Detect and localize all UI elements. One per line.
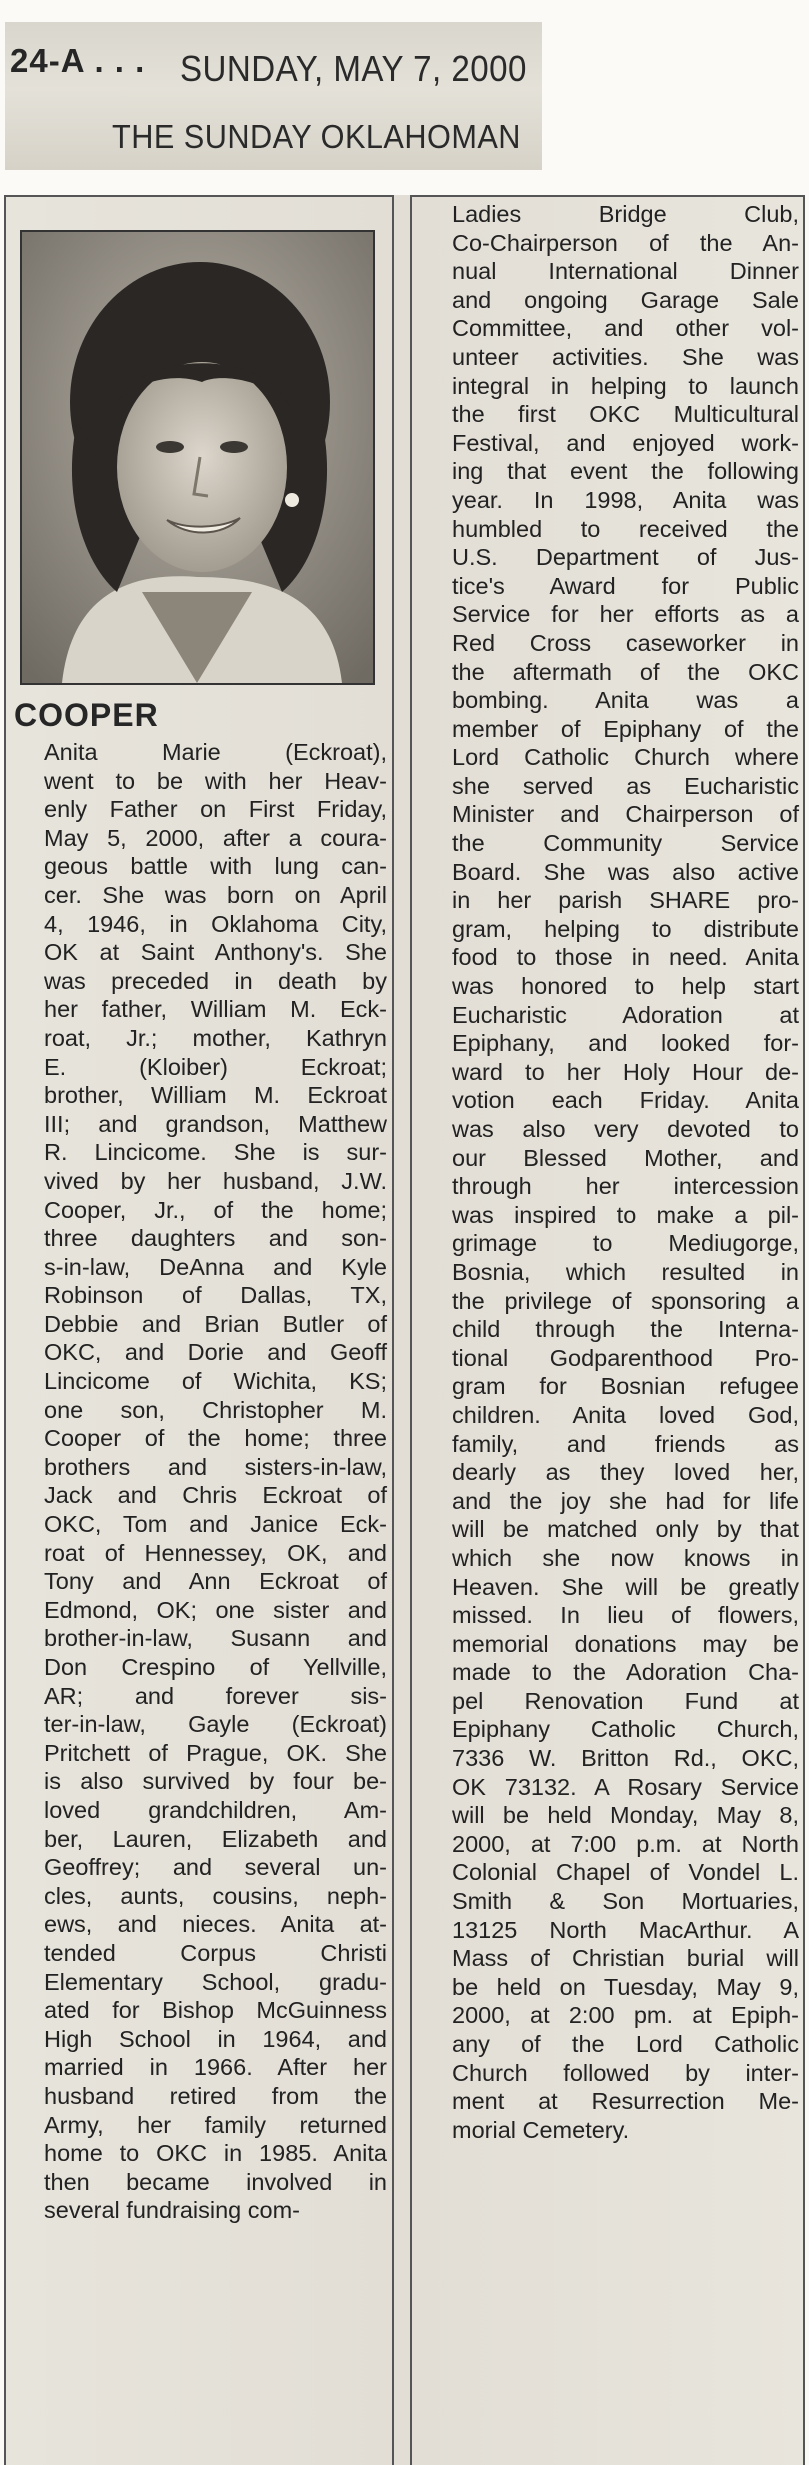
text-line: pel Renovation Fund at (452, 1687, 799, 1714)
text-line: the privilege of sponsoring a (452, 1287, 799, 1314)
text-line: humbled to received the (452, 515, 799, 542)
text-line: gram for Bosnian refugee (452, 1373, 799, 1400)
text-line: member of Epiphany of the (452, 715, 799, 742)
text-line: Tony and Ann Eckroat of (44, 1568, 387, 1595)
text-line: she served as Eucharistic (452, 772, 799, 799)
text-line: roat, Jr.; mother, Kathryn (44, 1024, 387, 1051)
text-line: Geoffrey; and several un- (44, 1854, 387, 1881)
text-line: Minister and Chairperson of (452, 801, 799, 828)
text-line: ated for Bishop McGuinness (44, 1997, 387, 2024)
text-line: her father, William M. Eck- (44, 996, 387, 1023)
text-line: May 5, 2000, after a coura- (44, 824, 387, 851)
text-line: was preceded in death by (44, 967, 387, 994)
text-line: child through the Interna- (452, 1316, 799, 1343)
text-line: III; and grandson, Matthew (44, 1110, 387, 1137)
text-line: OKC, and Dorie and Geoff (44, 1339, 387, 1366)
text-line: Festival, and enjoyed work- (452, 429, 799, 456)
text-line: three daughters and son- (44, 1225, 387, 1252)
text-line: bombing. Anita was a (452, 687, 799, 714)
obituary-text-left-column (44, 738, 387, 2225)
text-line: Eucharistic Adoration at (452, 1001, 799, 1028)
obituary-text-right-column (452, 200, 799, 2144)
text-line: roat of Hennessey, OK, and (44, 1539, 387, 1566)
text-line: nual International Dinner (452, 258, 799, 285)
text-line: Epiphany, and looked for- (452, 1030, 799, 1057)
text-line: and the joy she had for life (452, 1487, 799, 1514)
publication-date: SUNDAY, MAY 7, 2000 (180, 48, 527, 89)
text-line: Ladies Bridge Club, (452, 201, 799, 227)
right-border (803, 195, 805, 2465)
text-line: s-in-law, DeAnna and Kyle (44, 1253, 387, 1280)
text-line: Smith & Son Mortuaries, (452, 1888, 799, 1915)
text-line: Board. She was also active (452, 858, 799, 885)
text-line: ews, and nieces. Anita at- (44, 1911, 387, 1938)
text-line: unteer activities. She was (452, 343, 799, 370)
text-line: food to those in need. Anita (452, 944, 799, 971)
text-line: memorial donations may be (452, 1630, 799, 1657)
text-line: Anita Marie (Eckroat), (44, 739, 387, 765)
text-line: gram, helping to distribute (452, 915, 799, 942)
text-line: 2000, at 2:00 pm. at Epiph- (452, 2002, 799, 2029)
text-line: E. (Kloiber) Eckroat; (44, 1053, 387, 1080)
text-line: Colonial Chapel of Vondel L. (452, 1859, 799, 1886)
text-line: U.S. Department of Jus- (452, 544, 799, 571)
text-line: one son, Christopher M. (44, 1396, 387, 1423)
text-line: Cooper, Jr., of the home; (44, 1196, 387, 1223)
left-border (4, 195, 6, 2465)
text-line: 4, 1946, in Oklahoma City, (44, 910, 387, 937)
text-line: then became involved in (44, 2168, 387, 2195)
text-line: integral in helping to launch (452, 372, 799, 399)
text-line: be held on Tuesday, May 9, (452, 1973, 799, 2000)
text-line: the aftermath of the OKC (452, 658, 799, 685)
page-number: 24-A . . . (10, 42, 146, 79)
text-line: morial Cemetery. (452, 2116, 630, 2143)
text-line: brothers and sisters-in-law, (44, 1453, 387, 1480)
text-line: cles, aunts, cousins, neph- (44, 1882, 387, 1909)
text-line: Robinson of Dallas, TX, (44, 1282, 387, 1309)
text-line: Cooper of the home; three (44, 1425, 387, 1452)
portrait-photo (20, 230, 375, 685)
text-line: Church followed by inter- (452, 2059, 799, 2086)
text-line: was inspired to make a pil- (452, 1201, 799, 1228)
text-line: grimage to Mediugorge, (452, 1230, 799, 1257)
text-line: Pritchett of Prague, OK. She (44, 1739, 387, 1766)
text-line: Mass of Christian burial will (452, 1945, 799, 1972)
top-rule-right (410, 195, 805, 197)
text-line: tended Corpus Christi (44, 1939, 387, 1966)
text-line: is also survived by four be- (44, 1768, 387, 1795)
text-line: Jack and Chris Eckroat of (44, 1482, 387, 1509)
text-line: went to be with her Heav- (44, 767, 387, 794)
text-line: vived by her husband, J.W. (44, 1167, 387, 1194)
text-line: home to OKC in 1985. Anita (44, 2140, 387, 2167)
text-line: Debbie and Brian Butler of (44, 1310, 387, 1337)
text-line: Epiphany Catholic Church, (452, 1716, 799, 1743)
text-line: High School in 1964, and (44, 2025, 387, 2052)
text-line: 13125 North MacArthur. A (452, 1916, 799, 1943)
text-line: will be matched only by that (452, 1516, 799, 1543)
top-rule-left (4, 195, 392, 197)
text-line: children. Anita loved God, (452, 1401, 799, 1428)
text-line: and ongoing Garage Sale (452, 286, 799, 313)
text-line: Committee, and other vol- (452, 315, 799, 342)
text-line: Don Crespino of Yellville, (44, 1654, 387, 1680)
text-line: husband retired from the (44, 2082, 387, 2109)
text-line: the Community Service (452, 830, 799, 857)
text-line: tional Godparenthood Pro- (452, 1344, 799, 1371)
text-line: Co-Chairperson of the An- (452, 229, 799, 256)
text-line: geous battle with lung can- (44, 853, 387, 880)
text-line: ber, Lauren, Elizabeth and (44, 1825, 387, 1852)
text-line: made to the Adoration Cha- (452, 1659, 799, 1686)
text-line: votion each Friday. Anita (452, 1087, 799, 1114)
text-line: ward to her Holy Hour de- (452, 1058, 799, 1085)
text-line: family, and friends as (452, 1430, 799, 1457)
text-line: Service for her efforts as a (452, 601, 799, 628)
text-line: Heaven. She will be greatly (452, 1573, 799, 1600)
text-line: brother, William M. Eckroat (44, 1082, 387, 1109)
text-line: brother-in-law, Susann and (44, 1625, 387, 1652)
text-line: OK at Saint Anthony's. She (44, 939, 387, 966)
text-line: Lincicome of Wichita, KS; (44, 1368, 387, 1395)
text-line: cer. She was born on April (44, 881, 387, 908)
text-line: AR; and forever sis- (44, 1682, 387, 1709)
text-line: several fundraising com- (44, 2197, 300, 2224)
text-line: Elementary School, gradu- (44, 1968, 387, 1995)
newspaper-name: THE SUNDAY OKLAHOMAN (112, 118, 521, 155)
column-divider (392, 195, 394, 2465)
text-line: Red Cross caseworker in (452, 629, 799, 656)
text-line: 2000, at 7:00 p.m. at North (452, 1830, 799, 1857)
text-line: ing that event the following (452, 458, 799, 485)
text-line: Bosnia, which resulted in (452, 1258, 799, 1285)
text-line: loved grandchildren, Am- (44, 1796, 387, 1823)
text-line: enly Father on First Friday, (44, 796, 387, 823)
text-line: was also very devoted to (452, 1116, 799, 1142)
text-line: through her intercession (452, 1173, 799, 1200)
text-line: OK 73132. A Rosary Service (452, 1773, 799, 1800)
text-line: missed. In lieu of flowers, (452, 1602, 799, 1629)
text-line: 7336 W. Britton Rd., OKC, (452, 1745, 799, 1772)
text-line: married in 1966. After her (44, 2054, 387, 2081)
text-line: was honored to help start (452, 973, 799, 1000)
text-line: the first OKC Multicultural (452, 401, 799, 428)
text-line: Edmond, OK; one sister and (44, 1596, 387, 1623)
text-line: ment at Resurrection Me- (452, 2088, 799, 2115)
text-line: our Blessed Mother, and (452, 1144, 799, 1171)
text-line: OKC, Tom and Janice Eck- (44, 1511, 387, 1538)
text-line: will be held Monday, May 8, (452, 1802, 799, 1829)
text-line: which she now knows in (452, 1544, 799, 1571)
deceased-surname: COOPER (14, 697, 159, 733)
text-line: Lord Catholic Church where (452, 744, 799, 771)
text-line: Army, her family returned (44, 2111, 387, 2138)
text-line: dearly as they loved her, (452, 1459, 799, 1486)
text-line: any of the Lord Catholic (452, 2031, 799, 2057)
text-line: R. Lincicome. She is sur- (44, 1139, 387, 1166)
column-divider-inner (410, 195, 412, 2465)
text-line: tice's Award for Public (452, 572, 799, 599)
text-line: ter-in-law, Gayle (Eckroat) (44, 1711, 387, 1738)
text-line: year. In 1998, Anita was (452, 486, 799, 513)
text-line: in her parish SHARE pro- (452, 887, 799, 914)
